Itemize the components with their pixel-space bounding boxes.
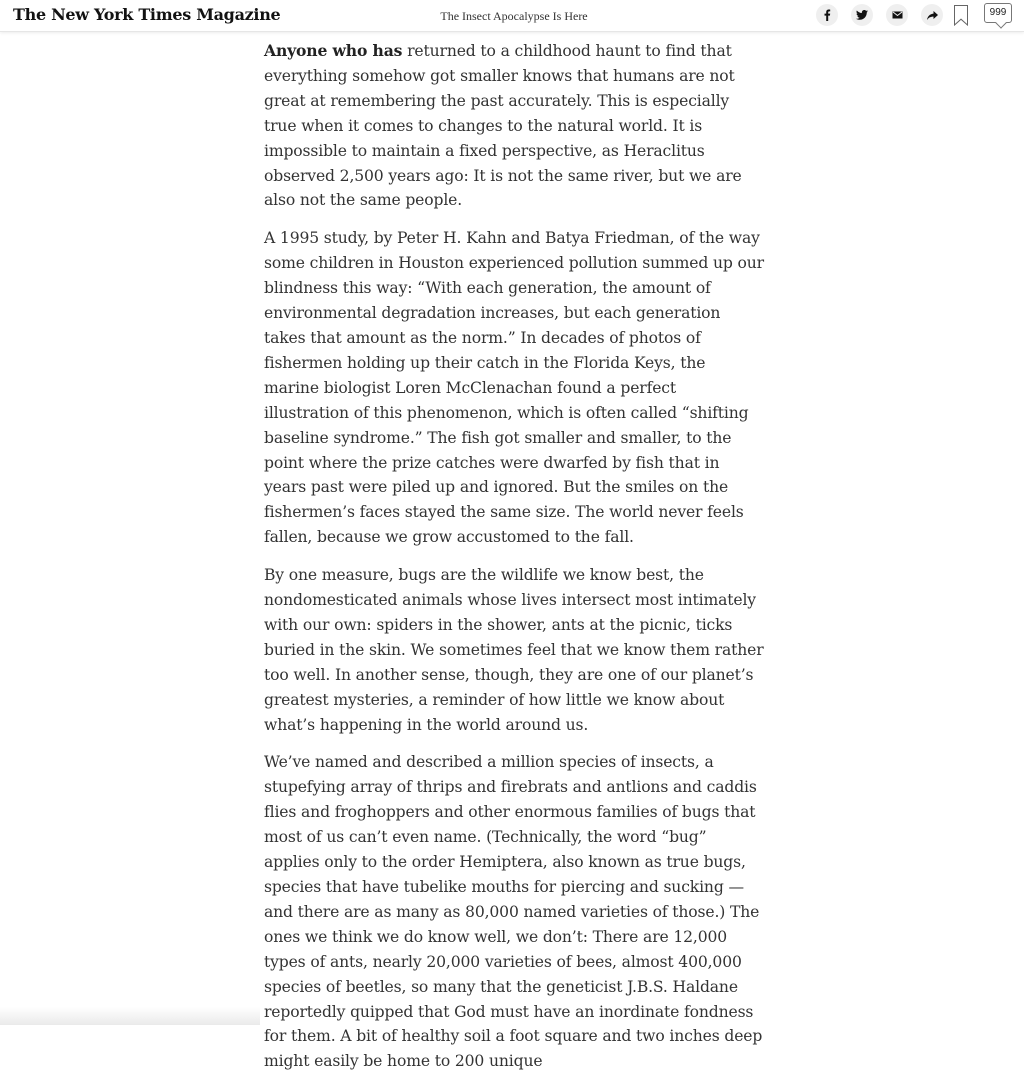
article-headline: The Insect Apocalypse Is Here xyxy=(440,9,588,23)
share-arrow-icon xyxy=(927,11,938,20)
article-paragraph: A 1995 study, by Peter H. Kahn and Batya Friedman, of the way some children in Houston experienced pollution summed up our blindness this way: “With each generation, the amount of environmental degradation increases, but each generation takes that amount as the norm.” In decades of photos of fishermen holding up their catch in the Florida Keys, the marine biologist Loren McClenachan found a perfect illustration of this phenomenon, which is often called “shifting baseline syndrome.” The fish got smaller and smaller, to the point where the prize catches were dwarfed by fish that in years past were piled up and ignored. But the smiles on the fishermen’s faces stayed the same size. The world never feels fallen, because we grow accustomed to the fall. xyxy=(264,229,764,547)
article-paragraph: We’ve named and described a million species of insects, a stupefying array of thrips and firebrats and antlions and caddis flies and froghoppers and other enormous families of bugs that most of us can’t even name. (Technically, the word “bug” applies only to the order Hemiptera, also known as true bugs, species that have tubelike mouths for piercing and sucking — and there are as many as 80,000 named varieties of those.) The ones we think we do know well, we don’t: There are 12,000 types of ants, nearly 20,000 varieties of bees, almost 400,000 species of beetles, so many that the geneticist J.B.S. Haldane reportedly quipped that God must have an inordinate fondness for them. A bit of healthy soil a foot square and two inches deep might easily be home to 200 unique xyxy=(264,753,763,1071)
share-tools xyxy=(816,4,1012,26)
twitter-share-button[interactable] xyxy=(851,4,873,26)
email-share-button[interactable] xyxy=(886,4,908,26)
bottom-shadow-overlay xyxy=(0,1007,260,1025)
facebook-icon xyxy=(822,9,832,21)
bookmark-icon xyxy=(954,5,968,26)
paragraph-lead-in: Anyone who has xyxy=(264,41,403,60)
paragraph-text: returned to a childhood haunt to find that everything somehow got smaller knows that humans are not great at remembering the past accurately. This is especially true when it comes to changes to the natural world. It is impossible to maintain a fixed perspective, as Heraclitus observed 2,500 years ago: It is not the same river, but we are also not the same people. xyxy=(264,42,742,210)
facebook-share-button[interactable] xyxy=(816,4,838,26)
article-body xyxy=(264,39,764,1087)
save-bookmark-button[interactable] xyxy=(954,4,970,26)
article-paragraph: By one measure, bugs are the wildlife we know best, the nondomesticated animals whose lives intersect most intimately with our own: spiders in the shower, ants at the picnic, ticks buried in the skin. We sometimes feel that we know them rather too well. In another sense, though, they are one of our planet’s greatest mysteries, a reminder of how little we know about what’s happening in the world around us. xyxy=(264,566,764,734)
more-share-button[interactable] xyxy=(921,4,943,26)
email-icon xyxy=(892,11,903,19)
twitter-icon xyxy=(856,10,868,20)
top-navigation-bar xyxy=(0,0,1024,32)
article-paragraph xyxy=(264,39,764,213)
nyt-magazine-logo[interactable]: The New York Times Magazine xyxy=(13,5,281,24)
comments-button[interactable]: 999 xyxy=(984,3,1012,23)
